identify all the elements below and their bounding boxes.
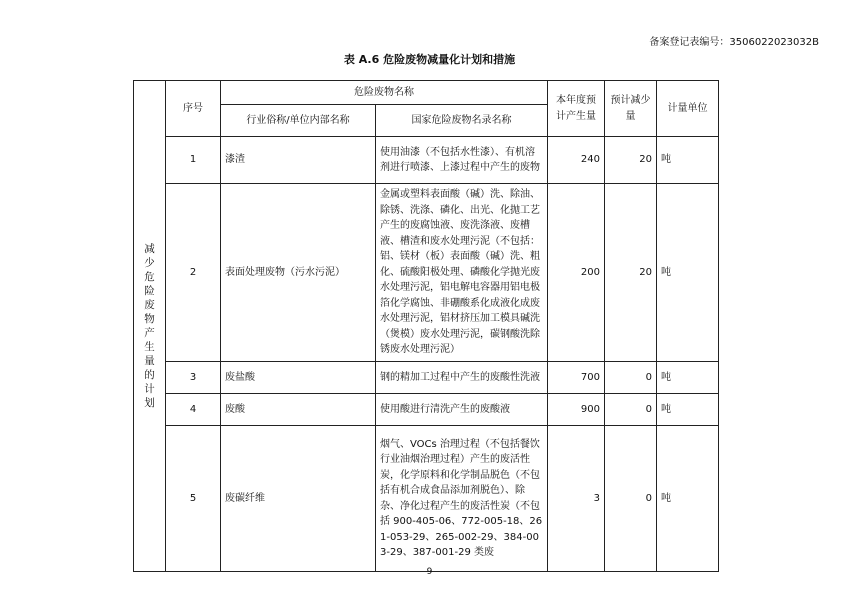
row-seq: 4 bbox=[166, 394, 221, 426]
row-annual-amount: 200 bbox=[548, 184, 605, 362]
row-national-name: 使用油漆（不包括水性漆）、有机溶剂进行喷漆、上漆过程中产生的废物 bbox=[376, 137, 548, 184]
section-label: 减少危险废物产生量的计划 bbox=[144, 243, 155, 409]
table-row bbox=[134, 394, 719, 426]
row-unit: 吨 bbox=[657, 184, 719, 362]
row-national-name: 钢的精加工过程中产生的废酸性洗液 bbox=[376, 362, 548, 394]
header-row-1 bbox=[134, 81, 719, 105]
row-annual-amount: 3 bbox=[548, 426, 605, 572]
section-label-cell bbox=[134, 81, 166, 572]
waste-reduction-table bbox=[133, 80, 719, 572]
row-reduction: 20 bbox=[605, 184, 657, 362]
row-unit: 吨 bbox=[657, 362, 719, 394]
row-unit: 吨 bbox=[657, 394, 719, 426]
table-row bbox=[134, 184, 719, 362]
row-seq: 1 bbox=[166, 137, 221, 184]
table-row bbox=[134, 426, 719, 572]
row-seq: 3 bbox=[166, 362, 221, 394]
row-annual-amount: 240 bbox=[548, 137, 605, 184]
row-unit: 吨 bbox=[657, 137, 719, 184]
table-title: 表 A.6 危险废物减量化计划和措施 bbox=[343, 53, 516, 66]
row-reduction: 0 bbox=[605, 394, 657, 426]
row-reduction: 0 bbox=[605, 426, 657, 572]
row-industry-name: 废盐酸 bbox=[221, 362, 376, 394]
row-industry-name: 漆渣 bbox=[221, 137, 376, 184]
row-reduction: 20 bbox=[605, 137, 657, 184]
table-row bbox=[134, 362, 719, 394]
row-seq: 5 bbox=[166, 426, 221, 572]
row-industry-name: 表面处理废物（污水污泥） bbox=[221, 184, 376, 362]
header-reduction: 预计减少量 bbox=[605, 81, 657, 137]
row-annual-amount: 700 bbox=[548, 362, 605, 394]
header-national-name: 国家危险废物名录名称 bbox=[376, 105, 548, 137]
row-national-name: 金属或塑料表面酸（碱）洗、除油、除锈、洗涤、磷化、出光、化抛工艺产生的废腐蚀液、废洗涤液、废槽液、槽渣和废水处理污泥（不包括：铝、镁材（板）表面酸（碱）洗、粗化、硫酸阳极处理、磷酸化学抛光废水处理污泥，铝电解电容器用铝电极箔化学腐蚀、非硼酸系化成液化成废水处理污泥，铝材挤压加工模具碱洗（煲模）废水处理污泥，碳钢酸洗除锈废水处理污泥） bbox=[376, 184, 548, 362]
filing-number: 备案登记表编号：3506022023032B bbox=[649, 37, 819, 48]
row-national-name: 使用酸进行清洗产生的废酸液 bbox=[376, 394, 548, 426]
header-unit: 计量单位 bbox=[657, 81, 719, 137]
header-waste-name-group: 危险废物名称 bbox=[221, 81, 548, 105]
header-seq: 序号 bbox=[166, 81, 221, 137]
row-annual-amount: 900 bbox=[548, 394, 605, 426]
table-row bbox=[134, 137, 719, 184]
row-industry-name: 废酸 bbox=[221, 394, 376, 426]
row-industry-name: 废碳纤维 bbox=[221, 426, 376, 572]
header-industry-name: 行业俗称/单位内部名称 bbox=[221, 105, 376, 137]
row-seq: 2 bbox=[166, 184, 221, 362]
page-number: 9 bbox=[426, 567, 433, 577]
row-unit: 吨 bbox=[657, 426, 719, 572]
row-national-name: 烟气、VOCs 治理过程（不包括餐饮行业油烟治理过程）产生的废活性炭，化学原料和化学制品脱色（不包括有机合成食品添加剂脱色）、除杂、净化过程产生的废活性炭（不包括 900-405-06、772-005-18、261-053-29、265-002-29、384-003-29、387-001-29 类废 bbox=[376, 426, 548, 572]
header-annual-amount: 本年度预计产生量 bbox=[548, 81, 605, 137]
row-reduction: 0 bbox=[605, 362, 657, 394]
